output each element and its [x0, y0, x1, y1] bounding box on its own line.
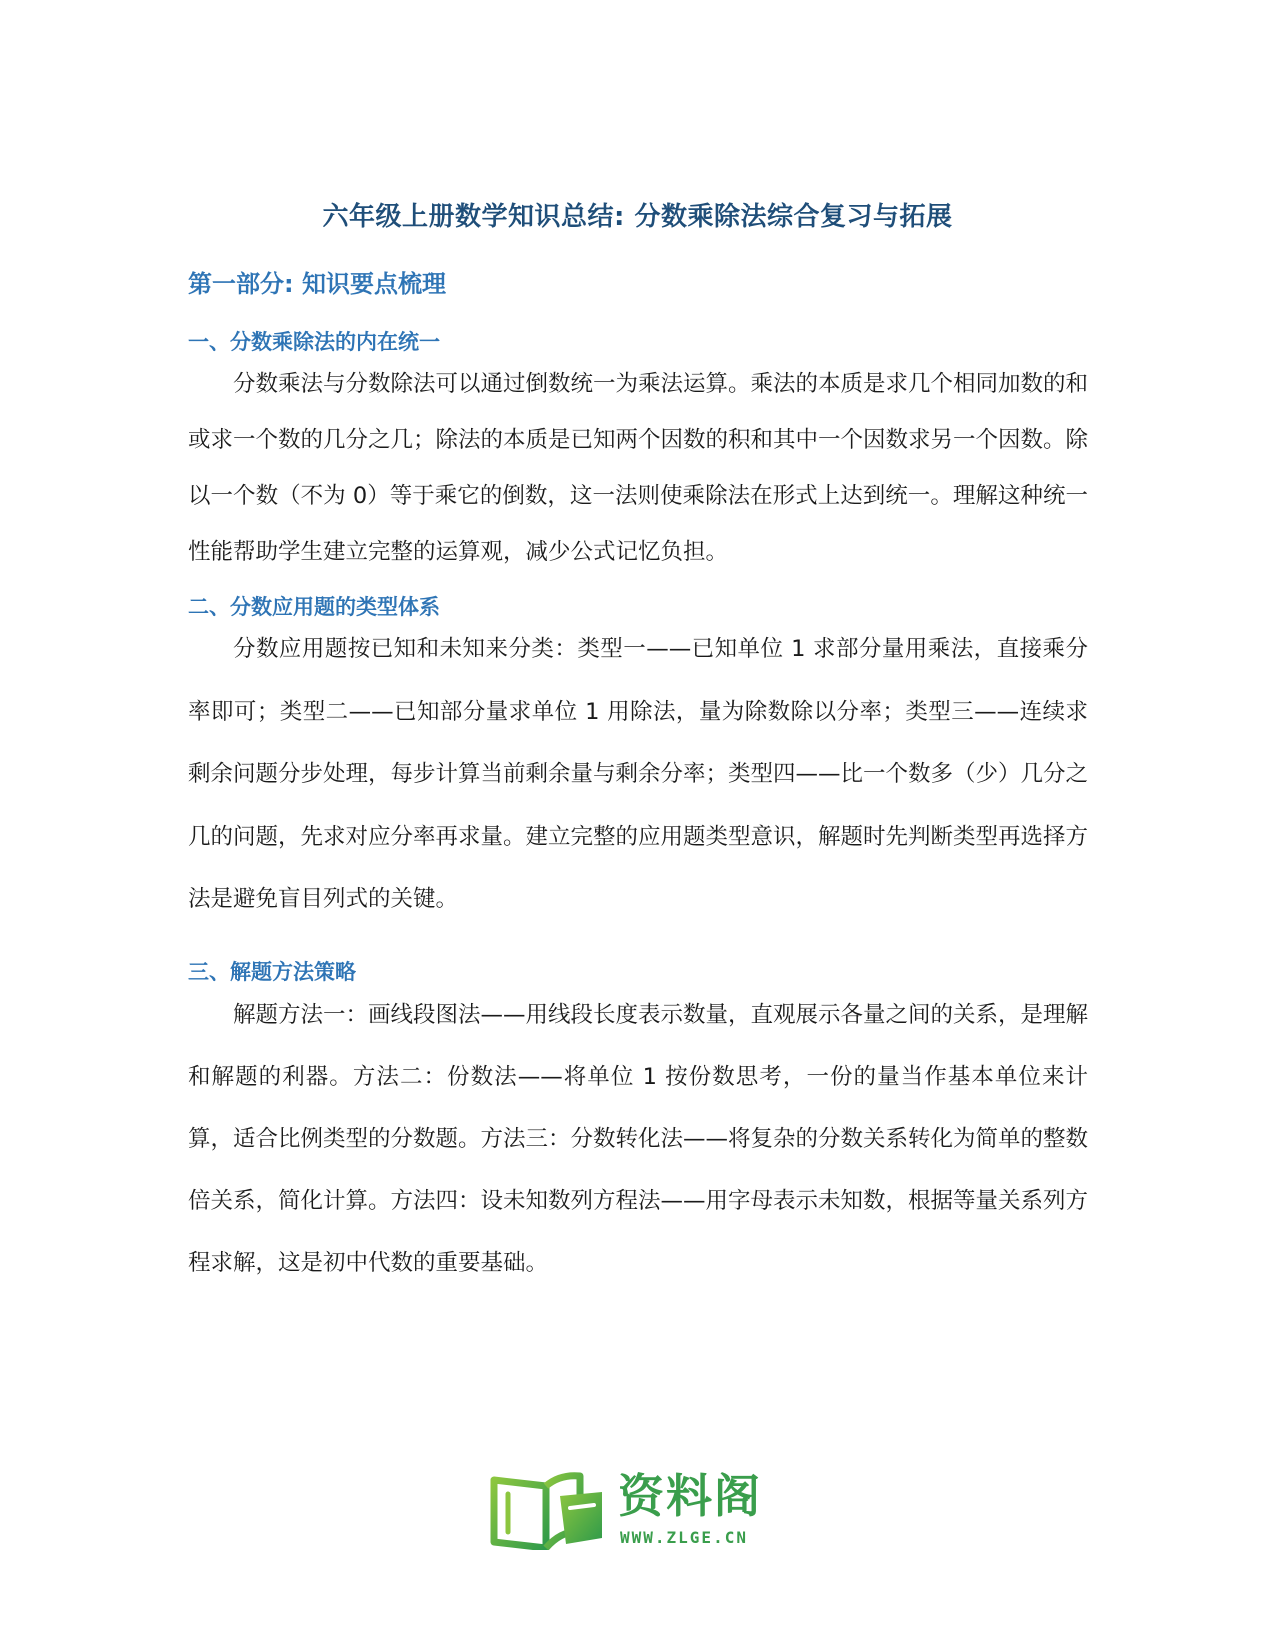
section-body: 解题方法一：画线段图法——用线段长度表示数量，直观展示各量之间的关系，是理解和解题的利器。方法二：份数法——将单位 1 按份数思考，一份的量当作基本单位来计算，适合比例类型的分数题。方法三：分数转化法——将复杂的分数关系转化为简单的整数倍关系，简化计算。方法四：设未知数列方程法——用字母表示未知数，根据等量关系列方程求解，这是初中代数的重要基础。 — [188, 1002, 1089, 1276]
document-title: 六年级上册数学知识总结: 分数乘除法综合复习与拓展 — [322, 202, 953, 232]
section-heading: 三、解题方法策略 — [188, 960, 356, 984]
logo-name: 资料阁 — [618, 1469, 762, 1523]
logo-url: WWW.ZLGE.CN — [620, 1528, 748, 1547]
section-heading: 二、分数应用题的类型体系 — [188, 595, 440, 619]
section-body: 分数乘法与分数除法可以通过倒数统一为乘法运算。乘法的本质是求几个相同加数的和或求一个数的几分之几；除法的本质是已知两个因数的积和其中一个因数求另一个因数。除以一个数（不为 0）等于乘它的倒数，这一法则使乘除法在形式上达到统一。理解这种统一性能帮助学生建立完整的运算观，减少公式记忆负担。 — [188, 371, 1089, 565]
section-methods — [188, 955, 1088, 1294]
site-logo — [490, 1468, 790, 1552]
section-problem-types — [188, 590, 1088, 931]
section-body: 分数应用题按已知和未知来分类：类型一——已知单位 1 求部分量用乘法，直接乘分率即可；类型二——已知部分量求单位 1 用除法，量为除数除以分率；类型三——连续求剩余问题分步处理，每步计算当前剩余量与剩余分率；类型四——比一个数多（少）几分之几的问题，先求对应分率再求量。建立完整的应用题类型意识，解题时先判断类型再选择方法是避免盲目列式的关键。 — [188, 636, 1089, 912]
open-book-icon — [490, 1468, 608, 1550]
section-heading: 一、分数乘除法的内在统一 — [188, 330, 440, 354]
part-heading: 第一部分: 知识要点梳理 — [188, 270, 446, 298]
section-unity — [188, 325, 1088, 580]
